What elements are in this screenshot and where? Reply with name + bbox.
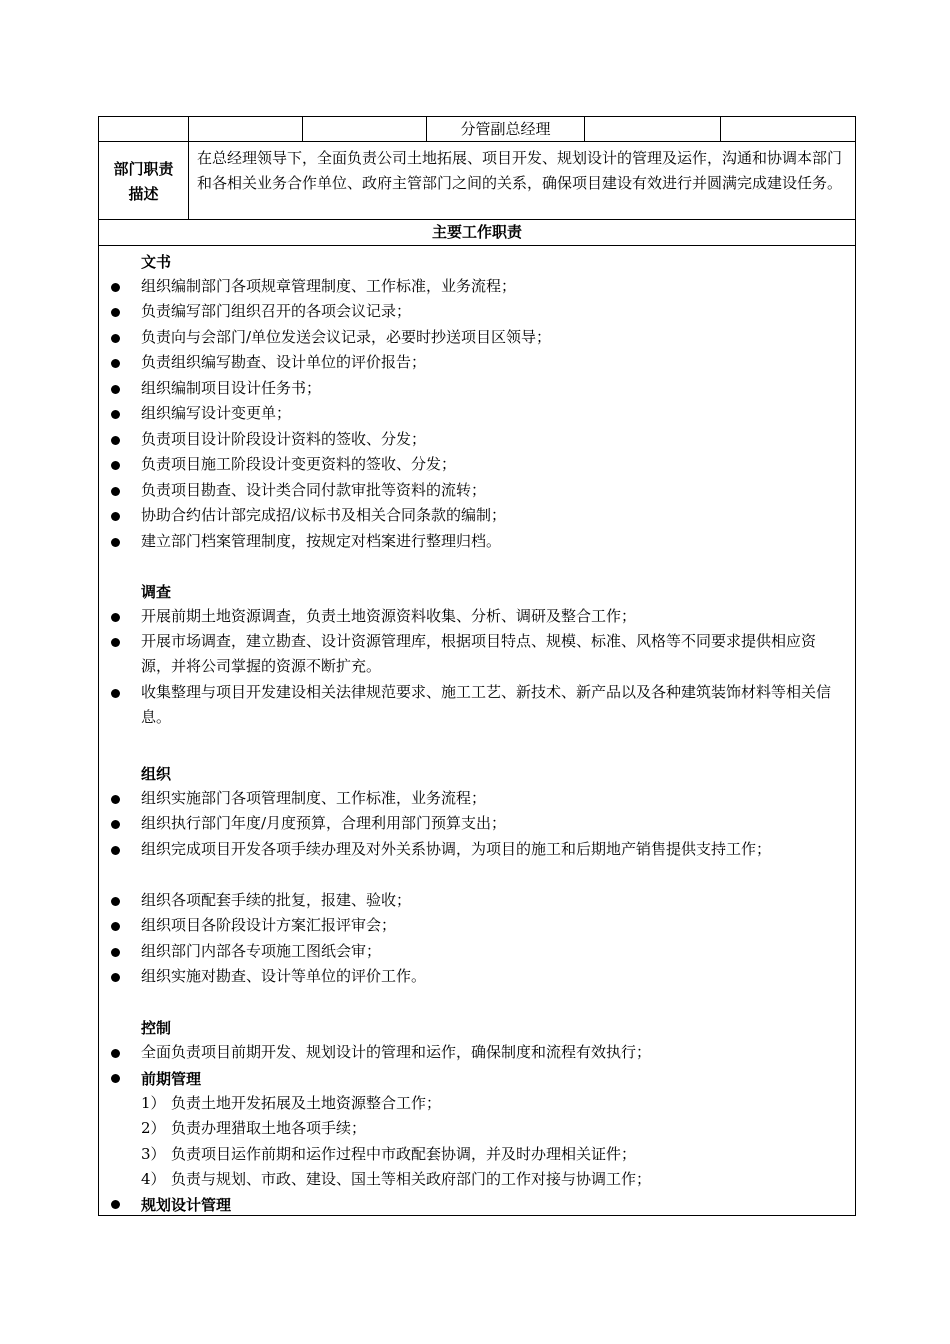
- bullet-icon: [111, 359, 120, 368]
- bullet-icon: [111, 948, 120, 957]
- responsibility-table: [98, 116, 856, 1216]
- section-title-diaocha: 调查: [141, 583, 172, 601]
- bullet-icon: [111, 846, 120, 855]
- list-item: 组织执行部门年度/月度预算，合理利用部门预算支出；: [141, 814, 507, 832]
- numbered-item: [141, 1091, 441, 1116]
- numbered-item-index: 1）: [141, 1094, 166, 1112]
- dept-desc-label: [99, 141, 189, 219]
- numbered-item-index: 2）: [141, 1119, 166, 1137]
- bullet-icon: [111, 689, 120, 698]
- section-title-wenshu: 文书: [141, 253, 172, 271]
- bullet-icon: [111, 1074, 120, 1083]
- numbered-item-text: 负责办理猎取土地各项手续；: [171, 1119, 367, 1137]
- bullet-icon: [111, 308, 120, 317]
- numbered-item-text: 负责土地开发拓展及土地资源整合工作；: [171, 1094, 442, 1112]
- list-item: 负责编写部门组织召开的各项会议记录；: [141, 302, 412, 320]
- list-item: 组织各项配套手续的批复，报建、验收；: [141, 891, 412, 909]
- header-cell-5: [585, 117, 721, 141]
- bullet-icon: [111, 436, 120, 445]
- bullet-icon: [111, 795, 120, 804]
- list-item: 协助合约估计部完成招/议标书及相关合同条款的编制；: [141, 506, 507, 524]
- bullet-icon: [111, 820, 120, 829]
- numbered-item: [141, 1142, 636, 1167]
- header-cell-2: [189, 117, 303, 141]
- bullet-icon: [111, 410, 120, 419]
- header-row: [99, 117, 855, 142]
- bullet-icon: [111, 385, 120, 394]
- list-item: 负责项目设计阶段设计资料的签收、分发；: [141, 430, 427, 448]
- section-title-zuzhi: 组织: [141, 765, 172, 783]
- main-title: 主要工作职责: [99, 219, 855, 246]
- list-item: 组织实施部门各项管理制度、工作标准，业务流程；: [141, 789, 487, 807]
- numbered-item-index: 3）: [141, 1145, 166, 1163]
- bullet-icon: [111, 538, 120, 547]
- list-item: 负责项目勘查、设计类合同付款审批等资料的流转；: [141, 481, 487, 499]
- sub-title-qianqi: 前期管理: [141, 1070, 202, 1088]
- numbered-item: [141, 1167, 651, 1192]
- numbered-item-text: 负责与规划、市政、建设、国土等相关政府部门的工作对接与协调工作；: [171, 1170, 652, 1188]
- list-item: 负责组织编写勘查、设计单位的评价报告；: [141, 353, 427, 371]
- list-item: 组织完成项目开发各项手续办理及对外关系协调，为项目的施工和后期地产销售提供支持工作；: [141, 840, 772, 858]
- bullet-icon: [111, 487, 120, 496]
- header-cell-6: [721, 117, 855, 141]
- sub-title-guihua: 规划设计管理: [141, 1196, 232, 1214]
- bullet-icon: [111, 897, 120, 906]
- bullet-icon: [111, 461, 120, 470]
- dept-desc-text: 在总经理领导下，全面负责公司土地拓展、项目开发、规划设计的管理及运作，沟通和协调本部门和各相关业务合作单位、政府主管部门之间的关系，确保项目建设有效进行并圆满完成建设任务。: [197, 149, 843, 192]
- header-cell-role: 分管副总经理: [427, 117, 585, 141]
- header-cell-3: [303, 117, 427, 141]
- dept-desc-row: [99, 141, 855, 220]
- section-title-kongzhi: 控制: [141, 1019, 172, 1037]
- numbered-item: [141, 1116, 366, 1141]
- bullet-icon: [111, 973, 120, 982]
- bullet-icon: [111, 512, 120, 521]
- list-item: 收集整理与项目开发建设相关法律规范要求、施工工艺、新技术、新产品以及各种建筑装饰材料等相关信息。: [141, 683, 832, 726]
- numbered-item-index: 4）: [141, 1170, 166, 1188]
- header-cell-1: [99, 117, 189, 141]
- bullet-icon: [111, 638, 120, 647]
- list-item: 组织编写设计变更单；: [141, 404, 292, 422]
- dept-desc-label-line1: 部门职责: [113, 160, 174, 178]
- list-item: 负责向与会部门/单位发送会议记录，必要时抄送项目区领导；: [141, 328, 552, 346]
- bullet-icon: [111, 1049, 120, 1058]
- list-item: 建立部门档案管理制度，按规定对档案进行整理归档。: [141, 532, 502, 550]
- bullet-icon: [111, 334, 120, 343]
- list-item: 组织项目各阶段设计方案汇报评审会；: [141, 916, 397, 934]
- list-item: 组织编制部门各项规章管理制度、工作标准，业务流程；: [141, 277, 517, 295]
- bullet-icon: [111, 613, 120, 622]
- list-item: 组织编制项目设计任务书；: [141, 379, 322, 397]
- bullet-icon: [111, 283, 120, 292]
- list-item: 开展市场调查，建立勘查、设计资源管理库，根据项目特点、规模、标准、风格等不同要求提供相应资源，并将公司掌握的资源不断扩充。: [141, 632, 817, 675]
- list-item: 全面负责项目前期开发、规划设计的管理和运作，确保制度和流程有效执行；: [141, 1043, 652, 1061]
- dept-desc-label-line2: 描述: [128, 185, 159, 203]
- bullet-icon: [111, 1200, 120, 1209]
- list-item: 组织实施对勘查、设计等单位的评价工作。: [141, 967, 427, 985]
- list-item: 负责项目施工阶段设计变更资料的签收、分发；: [141, 455, 457, 473]
- bullet-icon: [111, 922, 120, 931]
- list-item: 开展前期土地资源调查，负责土地资源资料收集、分析、调研及整合工作；: [141, 607, 637, 625]
- list-item: 组织部门内部各专项施工图纸会审；: [141, 942, 382, 960]
- numbered-item-text: 负责项目运作前期和运作过程中市政配套协调，并及时办理相关证件；: [171, 1145, 637, 1163]
